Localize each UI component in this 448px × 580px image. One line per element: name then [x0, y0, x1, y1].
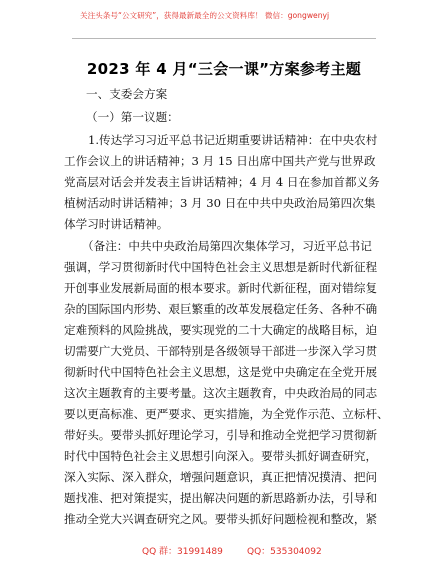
note-line: 彻新时代中国特色社会主义思想，这是党中央确定在全党开展	[64, 365, 378, 379]
note-line: 要以更高标准、更严要求、更实措施，为全党作示范、立标杆、	[64, 407, 389, 421]
header-divider	[72, 38, 376, 39]
note-line: 深入实际、深入群众，增强问题意识，真正把情况摸清、把问	[64, 470, 378, 484]
note-line: 题找准、把对策提实，提出解决问题的新思路新办法，引导和	[64, 491, 378, 505]
subsection-heading: （一）第一议题：	[86, 110, 179, 124]
item-line: 1.传达学习习近平总书记近期重要讲话精神：在中央农村	[88, 133, 378, 147]
note-line: （备注：中共中央政治局第四次集体学习，习近平总书记	[82, 239, 372, 253]
note-line: 定难预料的风险挑战，要实现党的二十大确定的战略目标，迫	[64, 323, 378, 337]
note-line: 杂的国际国内形势、艰巨繁重的改革发展稳定任务、各种不确	[64, 302, 378, 316]
note-line: 带好头。要带头抓好理论学习，引导和推动全党把学习贯彻新	[64, 428, 378, 442]
note-line: 时代中国特色社会主义思想引向深入。要带头抓好调查研究，	[64, 449, 378, 463]
promo-banner: 关注头条号“公文研究”，获得最新最全的公文资料库！ 微信：gongwenyj	[80, 11, 330, 20]
item-line: 体学习时讲话精神。	[64, 217, 169, 231]
item-line: 党高层对话会并发表主旨讲话精神；4 月 4 日在参加首都义务	[64, 175, 380, 189]
note-line: 切需要广大党员、干部特别是各级领导干部进一步深入学习贯	[64, 344, 378, 358]
note-line: 这次主题教育的主要考量。这次主题教育，中央政治局的同志	[64, 386, 378, 400]
document-title: 2023 年 4 月“三会一课”方案参考主题	[86, 60, 362, 78]
note-line: 开创事业发展新局面的根本要求。新时代新征程，面对错综复	[64, 281, 378, 295]
item-line: 工作会议上的讲话精神；3 月 15 日出席中国共产党与世界政	[64, 154, 376, 168]
note-line: 推动全党大兴调查研究之风。要带头抓好问题检视和整改，紧	[64, 512, 378, 526]
qq-group-number: QQ 群：31991489	[142, 547, 223, 557]
item-line: 植树活动时讲话精神；3 月 30 日在中共中央政治局第四次集	[64, 196, 376, 210]
note-line: 强调，学习贯彻新时代中国特色社会主义思想是新时代新征程	[64, 260, 378, 274]
qq-number: QQ：535304092	[247, 547, 322, 557]
section-heading: 一、支委会方案	[86, 87, 168, 101]
